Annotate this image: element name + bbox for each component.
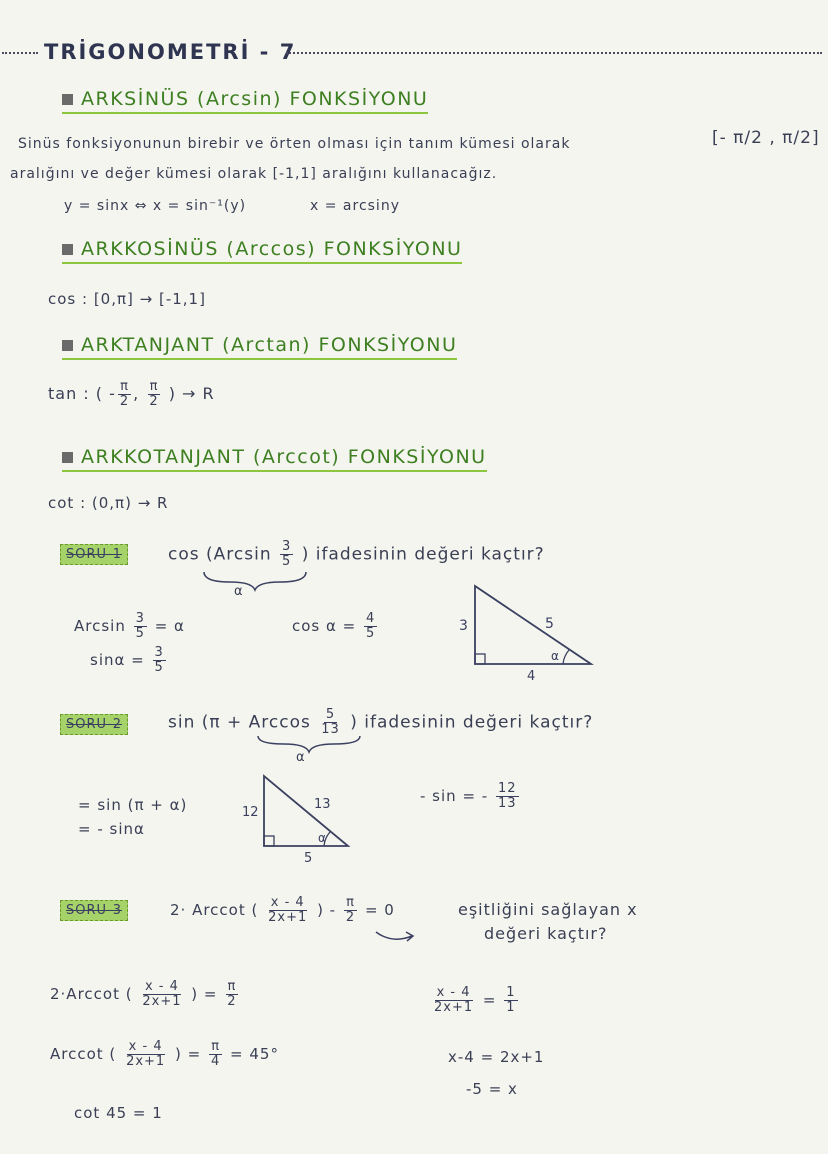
arctan-frac-left [118, 380, 131, 409]
right-angle-mark [475, 654, 485, 664]
arcsin-line2: aralığını ve değer kümesi olarak [-1,1] aralığını kullanacağız. [10, 166, 498, 182]
soru1-question-pre: cos (Arcsin [168, 544, 272, 565]
tri2-hyp: 13 [314, 797, 331, 812]
triangle-shape [264, 776, 348, 846]
soru1-step1-post: = α [154, 617, 185, 635]
soru3-s1-rhs [225, 980, 238, 1009]
soru3-s1-pre: 2·Arccot ( [50, 985, 133, 1003]
bullet-square-icon [62, 94, 73, 105]
soru2-result-frac [496, 782, 519, 811]
frac-num: x - 4 [270, 895, 305, 910]
soru3-s1-post: ) = [191, 985, 218, 1003]
soru3-question-tail2: değeri kaçtır? [484, 924, 608, 943]
move-arrow-icon [372, 926, 420, 946]
soru2-result-pre: - sin = - [420, 787, 489, 805]
soru3-s2-tail: = 45° [230, 1045, 279, 1063]
soru2-brace [254, 732, 364, 758]
page-title: TRİGONOMETRİ - 7 [44, 40, 297, 64]
arcsin-line1: Sinüs fonksiyonunun birebir ve örten olması için tanım kümesi olarak [18, 136, 571, 152]
soru1-step1-frac [134, 612, 147, 641]
tri1-hyp: 5 [545, 616, 554, 632]
frac-num: π [149, 379, 159, 394]
frac-den: 5 [366, 626, 376, 641]
soru2-alpha: α [296, 750, 306, 765]
soru3-right2: x-4 = 2x+1 [448, 1048, 545, 1066]
soru1-triangle [455, 578, 605, 688]
header-rule-right [286, 52, 822, 54]
tri1-angle: α [551, 649, 559, 663]
section-arcsin-heading [62, 88, 428, 114]
section-arcsin-title: ARKSİNÜS (Arcsin) FONKSİYONU [81, 88, 429, 110]
frac-num: 5 [325, 707, 336, 722]
arctan-suffix: ) → R [168, 384, 215, 403]
soru1-cos-frac [364, 612, 377, 641]
soru3-question [170, 896, 395, 925]
bullet-square-icon [62, 244, 73, 255]
arctan-frac-right [147, 380, 160, 409]
header-rule-left [2, 52, 38, 54]
section-arccos-heading [62, 238, 462, 264]
section-arccos-title: ARKKOSİNÜS (Arccos) FONKSİYONU [81, 238, 463, 260]
frac-den: 2x+1 [434, 1000, 474, 1015]
frac-den: 2x+1 [142, 994, 182, 1009]
soru1-cos-pre: cos α = [292, 617, 357, 635]
soru3-r1-rhs [504, 986, 517, 1015]
soru3-label: SORU-3 [60, 900, 128, 921]
tri1-bottom: 4 [527, 669, 536, 684]
arcsin-line3b: x = arcsiny [310, 198, 400, 214]
soru3-s2-rhs [209, 1040, 222, 1069]
arctan-mapping: tan : ( - $\frac{\pi}{2}$ , $\frac{\pi}{2}$ ) → R [48, 379, 215, 409]
soru2-question [168, 708, 593, 737]
soru3-step1 [50, 980, 241, 1009]
tri2-left: 12 [242, 805, 259, 820]
soru1-cos-result [292, 612, 379, 641]
soru2-question-post: ) ifadesinin değeri kaçtır? [350, 712, 594, 733]
frac-den: 13 [497, 796, 517, 811]
frac-num: π [227, 979, 237, 994]
frac-den: 5 [154, 660, 164, 675]
soru2-triangle [240, 768, 360, 868]
soru2-step1: = sin (π + α) [78, 796, 188, 814]
section-arccot-heading [62, 446, 487, 472]
frac-den: 2x+1 [268, 910, 308, 925]
soru1-step2-pre: sinα = [90, 651, 145, 669]
soru3-question-pre: 2· Arccot ( [170, 901, 259, 919]
frac-num: x - 4 [128, 1039, 163, 1054]
soru3-right3: -5 = x [466, 1080, 518, 1098]
frac-den: 5 [135, 626, 145, 641]
frac-num: π [120, 379, 129, 394]
frac-den: 2 [345, 910, 356, 925]
frac-den: 2 [149, 394, 159, 409]
soru3-r1-frac [432, 986, 475, 1015]
soru3-question-tail1: eşitliğini sağlayan x [458, 900, 638, 919]
soru1-label: SORU-1 [60, 544, 128, 565]
soru2-result [420, 782, 521, 811]
soru3-s2-frac [124, 1040, 167, 1069]
soru1-question [168, 540, 545, 569]
frac-den: 2 [227, 994, 237, 1009]
soru3-question-mid: ) - [317, 901, 337, 919]
frac-num: 3 [282, 539, 292, 554]
frac-num: π [211, 1039, 221, 1054]
frac-den: 1 [506, 1000, 516, 1015]
soru1-alpha: α [234, 584, 244, 599]
soru1-step2 [90, 646, 168, 675]
soru1-question-post: ) ifadesinin değeri kaçtır? [301, 544, 545, 565]
arccot-mapping: cot : (0,π) → R [48, 494, 169, 512]
tri1-left: 3 [459, 618, 468, 634]
right-angle-mark [264, 836, 274, 846]
soru3-step3: cot 45 = 1 [74, 1104, 163, 1122]
frac-den: 2 [119, 394, 130, 409]
triangle-shape [475, 586, 591, 664]
frac-num: 3 [135, 611, 145, 626]
soru3-s2-pre: Arccot ( [50, 1045, 117, 1063]
frac-num: x - 4 [144, 979, 179, 994]
tri2-angle: α [318, 831, 326, 845]
frac-num: 12 [497, 781, 517, 796]
soru2-label: SORU-2 [60, 714, 128, 735]
angle-arc [563, 650, 569, 664]
section-arctan-heading [62, 334, 457, 360]
section-arctan-title: ARKTANJANT (Arctan) FONKSİYONU [81, 334, 458, 356]
frac-num: x - 4 [436, 985, 471, 1000]
arctan-prefix: tan : ( [48, 384, 104, 403]
bullet-square-icon [62, 340, 73, 351]
frac-den: 5 [282, 554, 292, 569]
arcsin-interval: [- π/2 , π/2] [712, 128, 820, 148]
frac-den: 2x+1 [126, 1054, 166, 1069]
soru3-frac [266, 896, 309, 925]
arccos-mapping: cos : [0,π] → [-1,1] [48, 290, 206, 308]
section-arccot-title: ARKKOTANJANT (Arccot) FONKSİYONU [81, 446, 487, 468]
arcsin-line3a: y = sinx ⇔ x = sin⁻¹(y) [64, 198, 247, 214]
soru3-pi-frac [344, 896, 357, 925]
soru2-step2: = - sinα [78, 820, 145, 838]
bullet-square-icon [62, 452, 73, 463]
soru1-step1-pre: Arcsin [74, 617, 126, 635]
frac-num: π [346, 895, 355, 910]
soru2-question-pre: sin (π + Arccos [168, 712, 311, 733]
soru3-r1-eq: = [482, 991, 497, 1009]
soru1-frac [280, 540, 293, 569]
frac-den: 4 [210, 1054, 221, 1069]
soru1-step2-frac [153, 646, 166, 675]
soru3-question-post: = 0 [364, 901, 395, 919]
soru1-step1 [74, 612, 185, 641]
soru3-step2 [50, 1040, 279, 1069]
frac-num: 4 [366, 611, 376, 626]
frac-num: 1 [506, 985, 516, 1000]
frac-num: 3 [154, 645, 164, 660]
soru3-right1 [430, 986, 520, 1015]
soru1-brace [200, 568, 310, 598]
soru3-s1-frac [140, 980, 183, 1009]
frac-den: 13 [321, 722, 340, 737]
tri2-bottom: 5 [304, 851, 313, 866]
soru3-s2-post: ) = [174, 1045, 202, 1063]
